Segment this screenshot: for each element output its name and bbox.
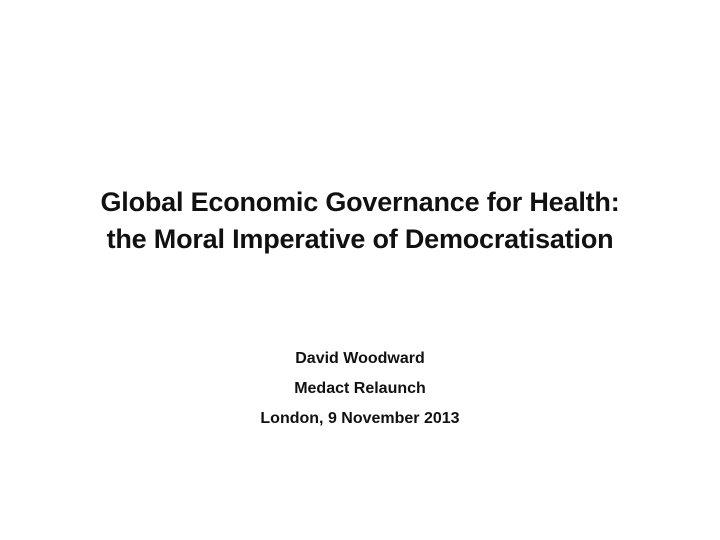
title-line-1: Global Economic Governance for Health: xyxy=(100,187,620,217)
event-name: Medact Relaunch xyxy=(294,380,426,397)
author-name: David Woodward xyxy=(295,350,425,367)
place-and-date: London, 9 November 2013 xyxy=(260,410,460,427)
slide-title xyxy=(40,184,680,258)
title-line-2: the Moral Imperative of Democratisation xyxy=(106,224,614,254)
slide-subtitle xyxy=(60,344,660,434)
